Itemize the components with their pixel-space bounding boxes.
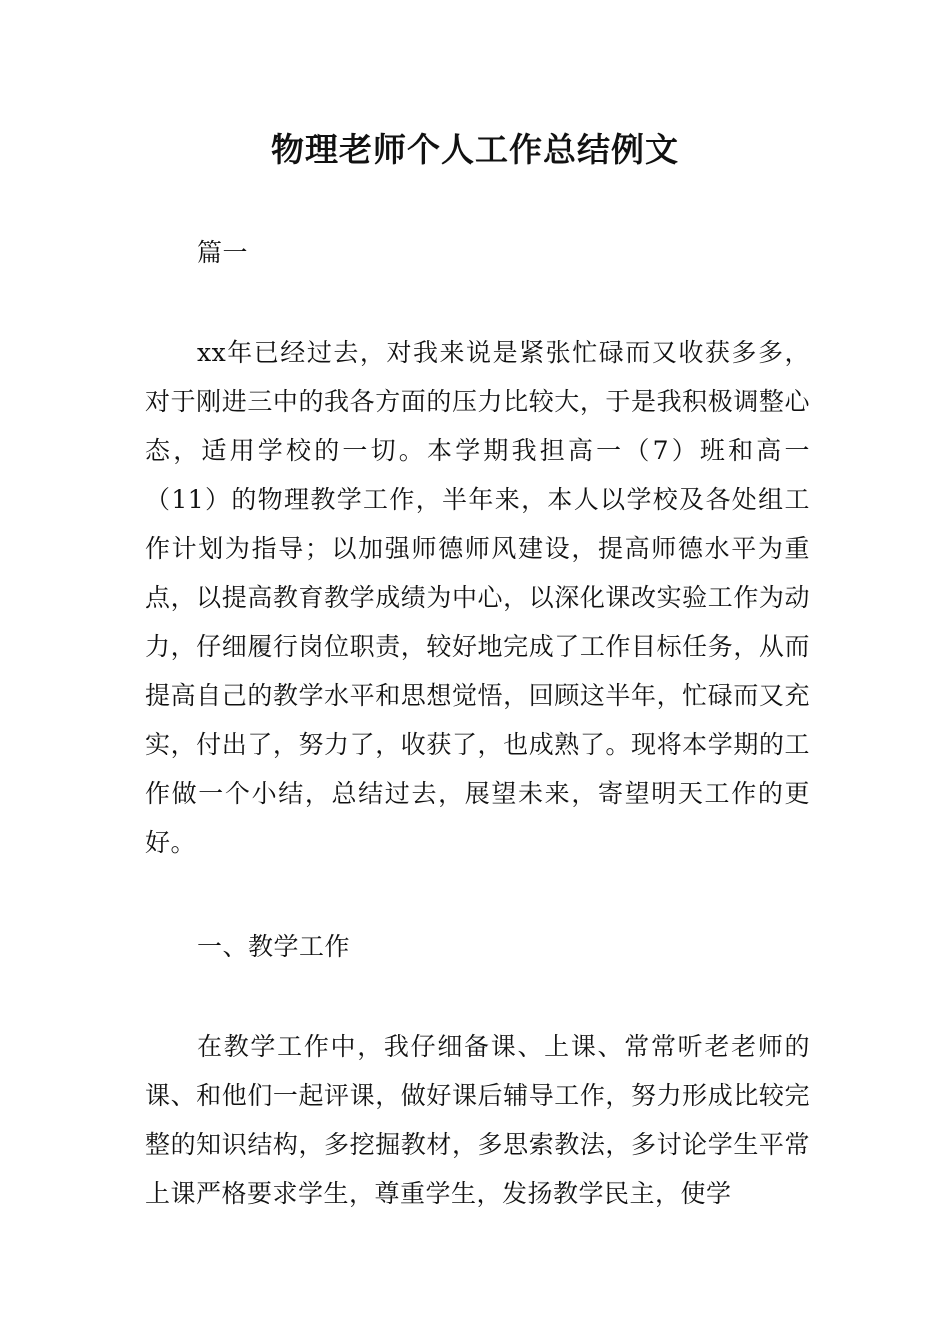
paragraph-1: xx年已经过去，对我来说是紧张忙碌而又收获多多，对于刚进三中的我各方面的压力比较大，于是我积极调整心态，适用学校的一切。本学期我担高一（7）班和高一（11）的物理教学工作，半年来，本人以学校及各处组工作计划为指导；以加强师德师风建设，提高师德水平为重点，以提高教育教学成绩为中心，以深化课改实验工作为动力，仔细履行岗位职责，较好地完成了工作目标任务，从而提高自己的教学水平和思想觉悟，回顾这半年，忙碌而又充实，付出了，努力了，收获了，也成熟了。现将本学期的工作做一个小结，总结过去，展望未来，寄望明天工作的更好。: [145, 338, 810, 857]
document-title: 物理老师个人工作总结例文: [271, 130, 679, 169]
section-heading-teaching: 一、教学工作: [197, 932, 351, 961]
section-label: 篇一: [197, 238, 249, 267]
paragraph-2: 在教学工作中，我仔细备课、上课、常常听老老师的课、和他们一起评课，做好课后辅导工作，努力形成比较完整的知识结构，多挖掘教材，多思索教法，多讨论学生平常上课严格要求学生，尊重学生，发扬教学民主，使学: [145, 1032, 810, 1208]
